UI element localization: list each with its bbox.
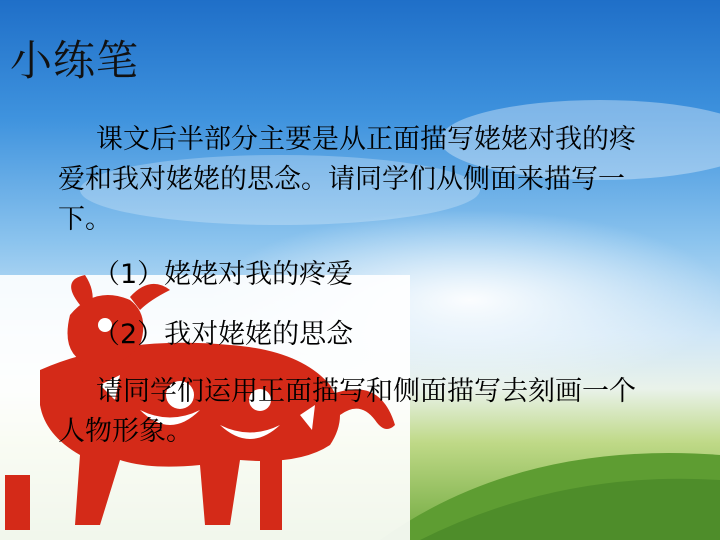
slide-title: 小练笔 (10, 36, 140, 85)
paragraph-task: 请同学们运用正面描写和侧面描写去刻画一个人物形象。 (58, 376, 636, 447)
paragraph-instructions: 课文后半部分主要是从正面描写姥姥对我的疼爱和我对姥姥的思念。请同学们从侧面来描写一下。 (58, 124, 636, 235)
list-item-grandma-love: （1）姥姥对我的疼爱 (93, 259, 354, 290)
list-item-missing-grandma: （2）我对姥姥的思念 (93, 319, 354, 350)
